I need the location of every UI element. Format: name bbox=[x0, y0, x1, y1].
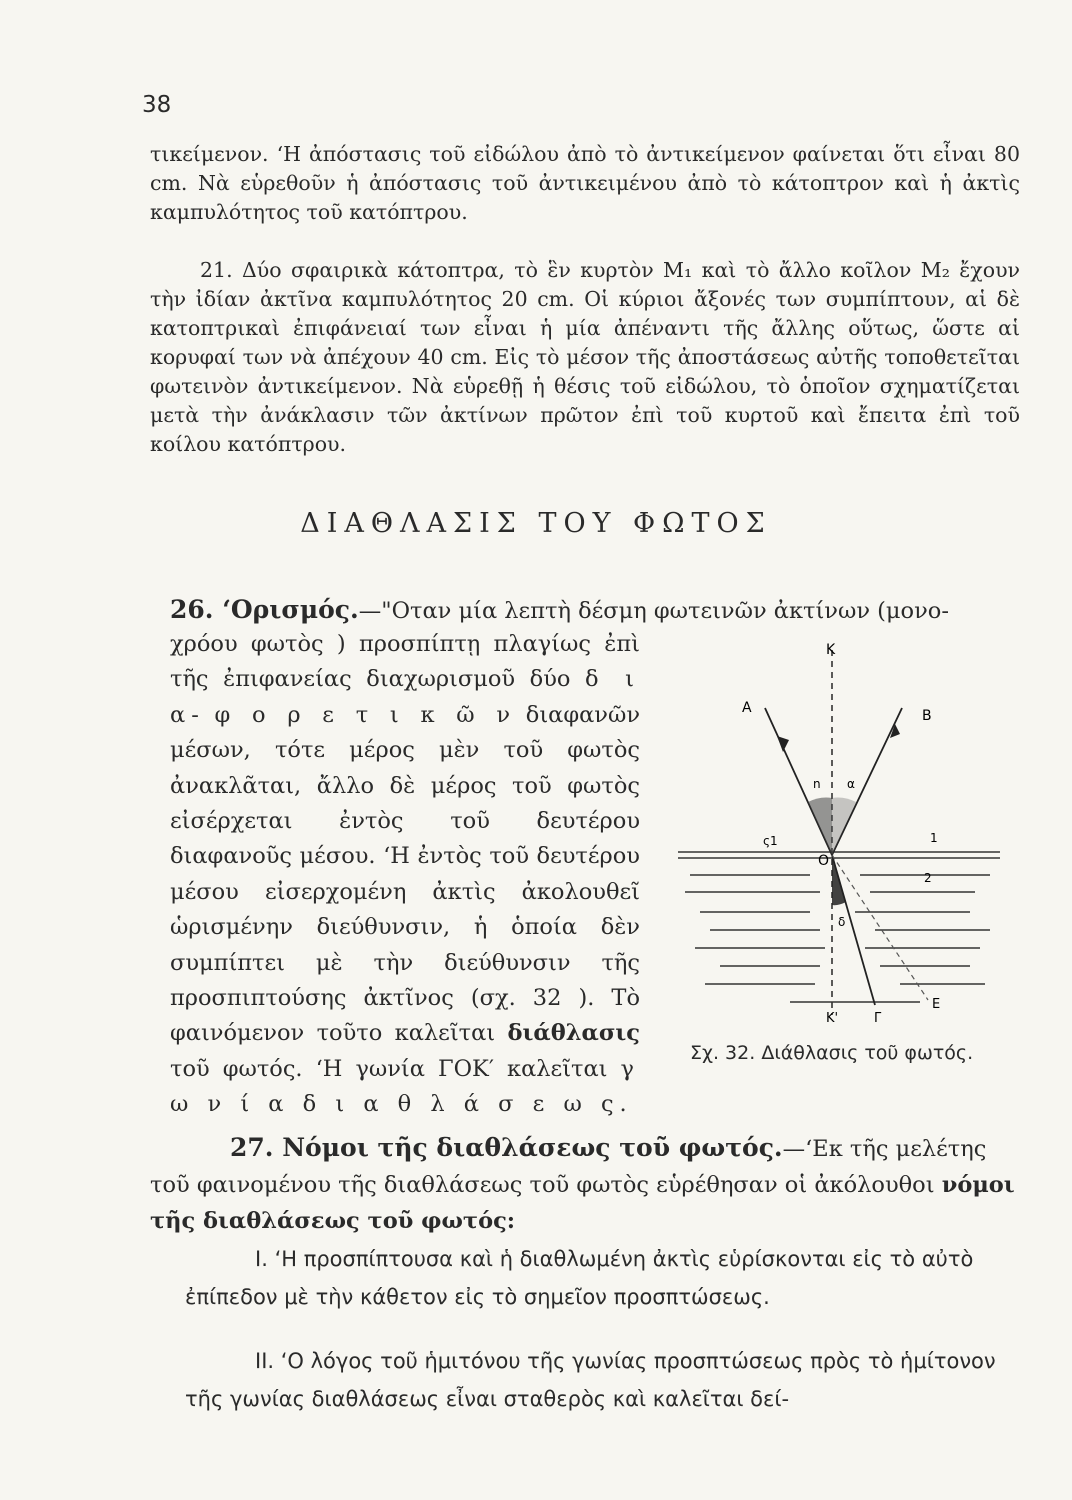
section-26-part2: διαφανῶν μέσων, τότε μέρος μὲν τοῦ φωτὸς ἀνακλᾶται, ἄλλο δὲ μέρος τοῦ φωτὸς εἰσέρχεται ἐντὸς τοῦ δευτέρου διαφανοῦς μέσου. ‘Η ἐντὸς τοῦ δευτέρου μέσου εἰσερχομένη ἀκτὶς ἀκολουθεῖ ὡρισμένην διεύθυνσιν, ἡ ὁποία δὲν συμπίπτει μὲ τὴν διεύθυνσιν τῆς προσπιπτούσης ἀκτῖνος (σχ. 32 ). Τὸ φαινόμενον τοῦτο καλεῖται bbox=[170, 701, 640, 1047]
label-1: 1 bbox=[930, 831, 938, 845]
law-2 bbox=[185, 1342, 1020, 1418]
label-delta: δ bbox=[838, 915, 846, 929]
refraction-angle-shading bbox=[832, 855, 846, 905]
reflection-angle-shading bbox=[832, 798, 856, 856]
section-26-spaced-1: δ ι α- bbox=[170, 666, 641, 728]
section-27 bbox=[150, 1130, 1020, 1239]
law-1-number: Ι. bbox=[255, 1247, 268, 1271]
section-26-spaced-term: γ ω ν ί α δ ι α θ λ ά σ ε ω ς. bbox=[170, 1055, 640, 1118]
incident-ray bbox=[765, 708, 832, 855]
section-27-text: —‘Εκ τῆς μελέτης τοῦ φαινομένου τῆς διαθλάσεως τοῦ φωτὸς εὑρέθησαν οἱ ἀκόλουθοι bbox=[150, 1136, 987, 1198]
reflected-ray bbox=[832, 708, 902, 855]
figure-caption: Σχ. 32. Διάθλασις τοῦ φωτός. bbox=[690, 1042, 974, 1064]
label-B: Β bbox=[922, 708, 932, 724]
extension-line bbox=[832, 855, 928, 1000]
section-27-bold-tail: νόμοι τῆς διαθλάσεως τοῦ φωτός: bbox=[150, 1172, 1015, 1234]
label-K: Κ bbox=[826, 642, 836, 658]
page-number: 38 bbox=[142, 92, 172, 118]
label-n: n bbox=[813, 777, 821, 791]
section-26-body bbox=[170, 627, 640, 1123]
label-O: Ο bbox=[818, 853, 830, 869]
section-26-part1: χρόου φωτὸς ) προσπίπτῃ πλαγίως ἐπὶ τῆς ἐπιφανείας διαχωρισμοῦ δύο bbox=[170, 631, 640, 693]
section-26-first-line bbox=[170, 592, 1030, 629]
label-G: Γ bbox=[874, 1011, 882, 1026]
label-E: Ε bbox=[932, 997, 941, 1012]
section-26-opening: —"Οταν μία λεπτὴ δέσμη φωτεινῶν ἀκτίνων (μονο- bbox=[358, 598, 949, 624]
section-26-bold-term: διάθλασις bbox=[507, 1020, 640, 1047]
label-2: 2 bbox=[924, 871, 932, 885]
exercise-21-number: 21. bbox=[200, 258, 233, 282]
label-A: Α bbox=[742, 700, 752, 716]
exercise-21-text: Δύο σφαιρικὰ κάτοπτρα, τὸ ἓν κυρτὸν M₁ καὶ τὸ ἄλλο κοῖλον M₂ ἔχουν τὴν ἰδίαν ἀκτῖνα καμπυλότητος 20 cm. Οἱ κύριοι ἄξονές των συμπίπτουν, αἱ δὲ κατοπτρικαὶ ἐπιφάνειαί των εἶναι ἡ μία ἀπέναντι τῆς ἄλλης οὕτως, ὥστε αἱ κορυφαί των νὰ ἀπέχουν 40 cm. Εἰς τὸ μέσον τῆς ἀποστάσεως αὐτῆς τοποθετεῖται φωτεινὸν ἀντικείμενον. Νὰ εὑρεθῇ ἡ θέσις τοῦ εἰδώλου, τὸ ὁποῖον σχηματίζεται μετὰ τὴν ἀνάκλασιν τῶν ἀκτίνων πρῶτον ἐπὶ τοῦ κυρτοῦ καὶ ἔπειτα ἐπὶ τοῦ κοίλου κατόπτρου. bbox=[150, 258, 1020, 456]
section-26-part3: τοῦ φωτός. ‘Η γωνία ΓΟΚ′ καλεῖται bbox=[170, 1055, 608, 1082]
law-2-number: ΙΙ. bbox=[255, 1349, 275, 1373]
incident-arrow bbox=[777, 736, 789, 752]
refraction-figure bbox=[670, 630, 1010, 1030]
label-K-prime: Κ' bbox=[826, 1011, 839, 1026]
section-27-title: 27. Νόμοι τῆς διαθλάσεως τοῦ φωτός. bbox=[230, 1133, 783, 1162]
law-1 bbox=[185, 1240, 1020, 1316]
continued-exercise-text: τικείμενον. ‘Η ἀπόστασις τοῦ εἰδώλου ἀπὸ τὸ ἀντικείμενον φαίνεται ὅτι εἶναι 80 cm. Νὰ εὑρεθοῦν ἡ ἀπόστασις τοῦ ἀντικειμένου ἀπὸ τὸ κάτοπτρον καὶ ἡ ἀκτὶς καμπυλότητος τοῦ κατόπτρου. bbox=[150, 142, 1020, 224]
section-26-title: 26. ‘Ορισμός. bbox=[170, 595, 359, 624]
chapter-heading: ΔΙΑΘΛΑΣΙΣ ΤΟΥ ΦΩΤΟΣ bbox=[300, 508, 772, 539]
label-a: α bbox=[847, 777, 855, 791]
law-2-text: ‘Ο λόγος τοῦ ἡμιτόνου τῆς γωνίας προσπτώσεως πρὸς τὸ ἡμίτονον τῆς γωνίας διαθλάσεως εἶναι σταθερὸς καὶ καλεῖται δεί- bbox=[185, 1349, 996, 1411]
label-s1: ς1 bbox=[763, 834, 778, 848]
exercise-21 bbox=[150, 256, 1020, 459]
section-26-spaced-2: φ ο ρ ε τ ι κ ῶ ν bbox=[214, 701, 517, 728]
incidence-angle-shading bbox=[808, 798, 832, 856]
law-1-text: ‘Η προσπίπτουσα καὶ ἡ διαθλωμένη ἀκτὶς εὑρίσκονται εἰς τὸ αὐτὸ ἐπίπεδον μὲ τὴν κάθετον εἰς τὸ σημεῖον προσπτώσεως. bbox=[185, 1247, 974, 1309]
